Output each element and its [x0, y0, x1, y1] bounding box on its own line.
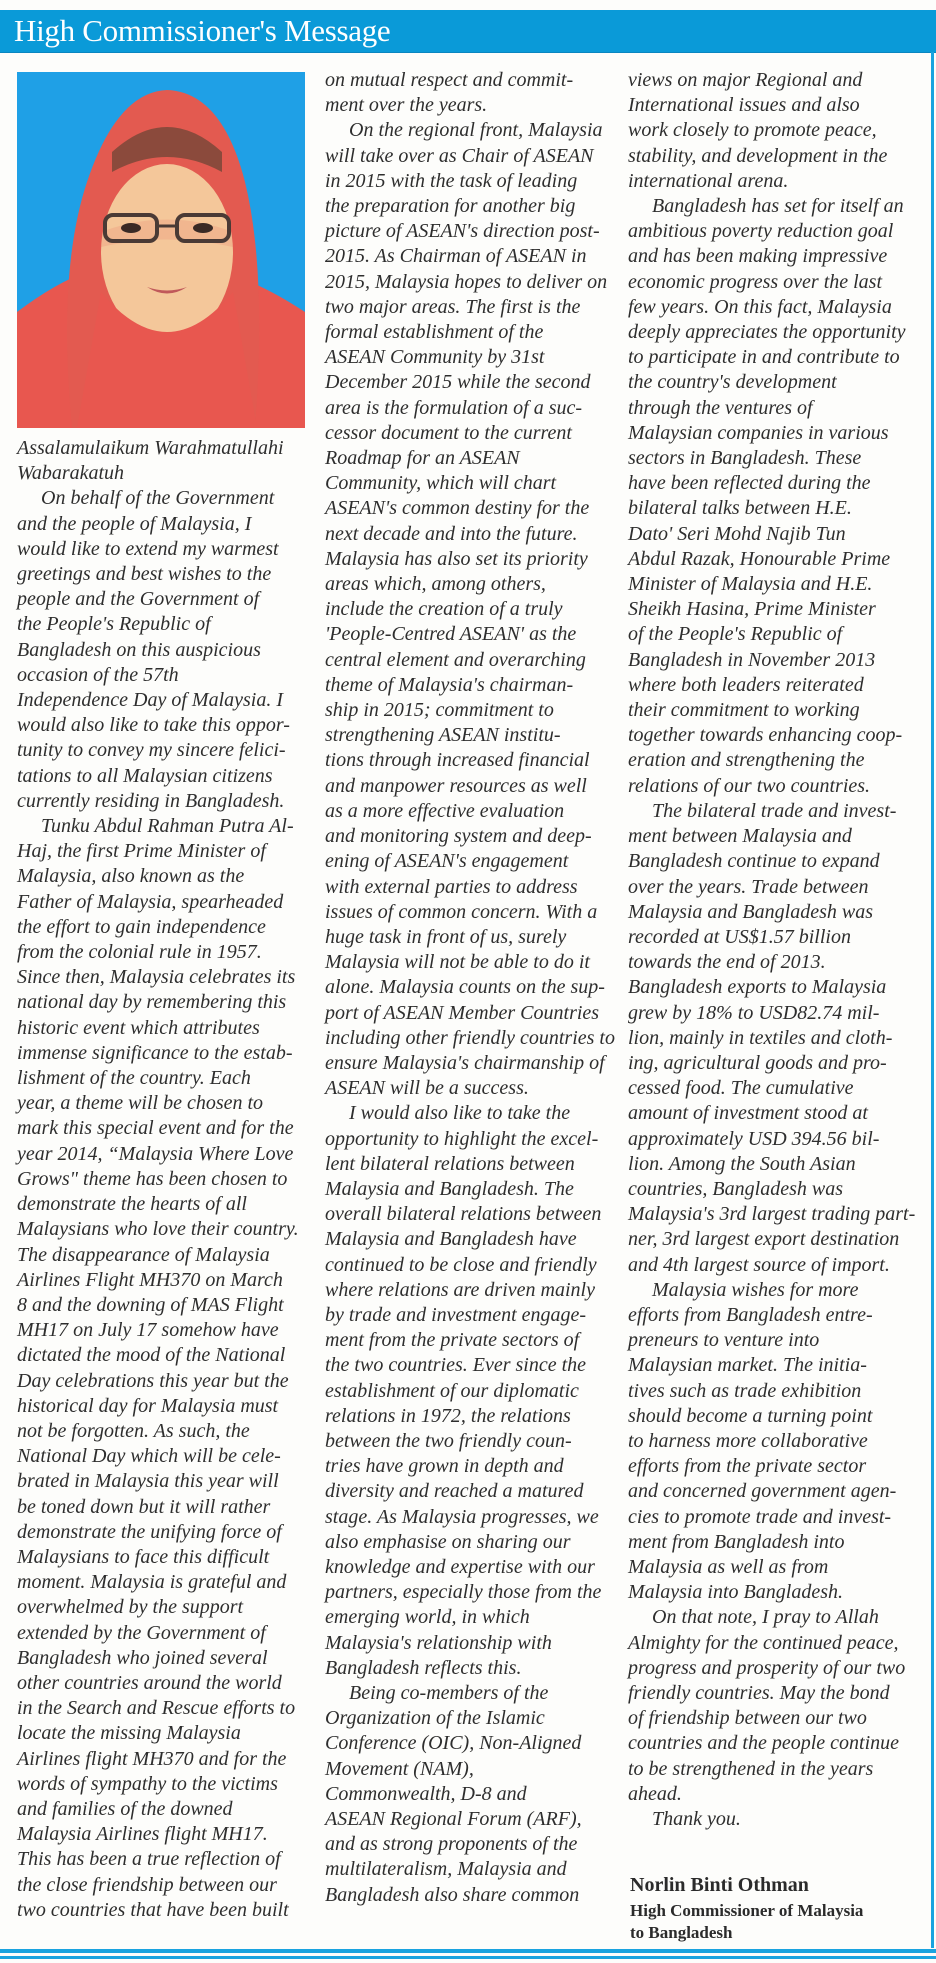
article-line: On that note, I pray to Allah — [652, 1606, 879, 1629]
article-line: the country's development — [628, 371, 837, 394]
article-line: Grows" theme has been chosen to — [17, 1167, 288, 1190]
article-line: bilateral talks between H.E. — [628, 497, 852, 520]
article-line: demonstrate the hearts of all — [17, 1193, 247, 1216]
article-line: in 2015 with the task of leading — [325, 169, 578, 192]
article-line: where relations are driven mainly — [325, 1278, 595, 1301]
article-column-1 — [17, 436, 309, 1923]
article-line: Malaysian market. The initia- — [628, 1354, 867, 1377]
article-line: Abdul Razak, Honourable Prime — [628, 547, 891, 570]
article-line: two countries that have been built — [17, 1898, 289, 1921]
article-line: work closely to promote peace, — [628, 119, 877, 142]
article-line: brated in Malaysia this year will — [17, 1470, 279, 1493]
article-line: 2015, Malaysia hopes to deliver on — [325, 270, 608, 293]
article-line: picture of ASEAN's direction post- — [325, 220, 600, 243]
article-line: Bangladesh also share common — [325, 1883, 580, 1906]
article-line: other countries around the world — [17, 1671, 282, 1694]
article-line: Airlines Flight MH370 on March — [17, 1268, 283, 1291]
article-line: greetings and best wishes to the — [17, 563, 272, 586]
article-line: Malaysia's 3rd largest trading part- — [628, 1203, 916, 1226]
article-line: amount of investment stood at — [628, 1102, 868, 1125]
article-line: ship in 2015; commitment to — [325, 699, 554, 722]
article-line: and as strong proponents of the — [325, 1833, 578, 1856]
article-line: and the people of Malaysia, I — [17, 512, 252, 535]
article-line: areas which, among others, — [325, 573, 546, 596]
article-line: knowledge and expertise with our — [325, 1555, 595, 1578]
article-line: people and the Government of — [17, 588, 260, 611]
article-line: Commonwealth, D-8 and — [325, 1782, 527, 1805]
article-line: This has been a true reflection of — [17, 1848, 281, 1871]
article-line: stage. As Malaysia progresses, we — [325, 1505, 599, 1528]
article-line: Bangladesh reflects this. — [325, 1656, 522, 1679]
article-line: to harness more collaborative — [628, 1429, 868, 1452]
article-line: from the colonial rule in 1957. — [17, 941, 262, 964]
article-line: Assalamulaikum Warahmatullahi — [17, 437, 284, 459]
article-line: overwhelmed by the support — [17, 1596, 244, 1619]
article-line: historical day for Malaysia must — [17, 1394, 279, 1417]
article-line: Bangladesh in November 2013 — [628, 648, 876, 671]
article-line: cies to promote trade and invest- — [628, 1505, 892, 1528]
portrait-image-icon — [17, 72, 305, 428]
article-line: partners, especially those from the — [325, 1581, 602, 1604]
article-line: 8 and the downing of MAS Flight — [17, 1293, 284, 1316]
article-line: over the years. Trade between — [628, 875, 869, 898]
article-line: Dato' Seri Mohd Najib Tun — [628, 522, 846, 545]
article-line: Malaysia and Bangladesh. The — [325, 1177, 574, 1200]
article-line: tions through increased financial — [325, 749, 590, 772]
article-line: I would also like to take the — [349, 1102, 571, 1125]
article-line: and monitoring system and deep- — [325, 825, 592, 848]
article-line: overall bilateral relations between — [325, 1203, 602, 1226]
article-column-2 — [325, 68, 620, 1908]
article-line: Malaysia into Bangladesh. — [628, 1581, 843, 1604]
article-line: Father of Malaysia, spearheaded — [17, 890, 284, 913]
article-line: Almighty for the continued peace, — [628, 1631, 899, 1654]
article-line: On behalf of the Government — [41, 487, 275, 510]
article-line: the preparation for another big — [325, 195, 576, 218]
article-line: two major areas. The first is the — [325, 295, 581, 318]
article-line: historic event which attributes — [17, 1016, 260, 1039]
article-line: area is the formulation of a suc- — [325, 396, 583, 419]
article-line: Being co-members of the — [349, 1682, 549, 1704]
article-line: ASEAN's common destiny for the — [325, 497, 590, 520]
article-line: Malaysia and Bangladesh was — [628, 900, 873, 923]
portrait-photo — [17, 72, 305, 428]
article-line: together towards enhancing coop- — [628, 724, 903, 747]
article-line: strengthening ASEAN institu- — [325, 724, 561, 747]
article-line: as a more effective evaluation — [325, 799, 565, 822]
article-line: Bangladesh continue to expand — [628, 850, 880, 873]
article-line: ment between Malaysia and — [628, 825, 852, 848]
article-line: and concerned government agen- — [628, 1480, 897, 1503]
article-line: theme of Malaysia's chairman- — [325, 673, 574, 696]
article-line: ment from Bangladesh into — [628, 1530, 845, 1553]
article-line: ensure Malaysia's chairmanship of — [325, 1051, 605, 1074]
article-line: December 2015 while the second — [325, 371, 591, 394]
article-line: Malaysia Airlines flight MH17. — [17, 1823, 268, 1846]
article-line: lion, mainly in textiles and cloth- — [628, 1026, 893, 1049]
article-line: between the two friendly coun- — [325, 1429, 572, 1452]
article-line: efforts from the private sector — [628, 1455, 867, 1478]
article-line: on mutual respect and commit- — [325, 69, 574, 91]
article-line: Community, which will chart — [325, 472, 557, 495]
article-line: International issues and also — [628, 94, 860, 117]
article-line: mark this special event and for the — [17, 1117, 294, 1140]
article-column-3 — [628, 68, 923, 1832]
article-line: issues of common concern. With a — [325, 900, 598, 923]
article-line: of the People's Republic of — [628, 623, 843, 646]
article-line: stability, and development in the — [628, 144, 888, 167]
article-line: ASEAN will be a success. — [325, 1077, 529, 1100]
article-line: Thank you. — [652, 1808, 741, 1831]
article-line: Movement (NAM), — [325, 1757, 474, 1780]
article-line: emerging world, in which — [325, 1606, 530, 1629]
article-line: tunity to convey my sincere felici- — [17, 739, 286, 762]
article-line: dictated the mood of the National — [17, 1344, 286, 1367]
signatory-title-line-1: High Commissioner of Malaysia — [630, 1901, 864, 1920]
article-line: and manpower resources as well — [325, 774, 587, 797]
article-line: Since then, Malaysia celebrates its — [17, 966, 296, 989]
article-line: will take over as Chair of ASEAN — [325, 144, 594, 167]
article-line: alone. Malaysia counts on the sup- — [325, 976, 605, 999]
article-line: ment from the private sectors of — [325, 1329, 580, 1352]
article-line: deeply appreciates the opportunity — [628, 321, 906, 344]
article-line: Malaysia's relationship with — [325, 1631, 552, 1654]
article-line: by trade and investment engage- — [325, 1303, 587, 1326]
article-line: Airlines flight MH370 and for the — [17, 1747, 287, 1770]
article-line: The disappearance of Malaysia — [17, 1243, 270, 1266]
article-line: diversity and reached a matured — [325, 1480, 584, 1503]
article-line: and has been making impressive — [628, 245, 888, 268]
article-line: central element and overarching — [325, 648, 586, 671]
article-line: ing, agricultural goods and pro- — [628, 1051, 887, 1074]
article-line: Malaysians to face this difficult — [17, 1545, 270, 1568]
article-line: lion. Among the South Asian — [628, 1152, 856, 1175]
article-line: be toned down but it will rather — [17, 1495, 271, 1518]
signatory-title-line-2: to Bangladesh — [630, 1923, 733, 1942]
article-line: Malaysian companies in various — [628, 421, 889, 444]
article-line: On the regional front, Malaysia — [349, 119, 603, 142]
article-line: currently residing in Bangladesh. — [17, 789, 285, 812]
article-line: Malaysia, also known as the — [17, 865, 245, 888]
article-line: tives such as trade exhibition — [628, 1379, 862, 1402]
article-line: Independence Day of Malaysia. I — [17, 689, 284, 712]
article-line: tations to all Malaysian citizens — [17, 764, 273, 787]
article-line: including other friendly countries to — [325, 1026, 615, 1049]
article-line: Malaysia will not be able to do it — [325, 951, 590, 974]
article-line: countries, Bangladesh was — [628, 1177, 843, 1200]
bottom-border-rule — [0, 1949, 936, 1953]
signatory-name: Norlin Binti Othman — [630, 1874, 809, 1896]
article-line: preneurs to venture into — [628, 1329, 820, 1352]
article-line: extended by the Government of — [17, 1621, 266, 1644]
article-line: establishment of our diplomatic — [325, 1379, 579, 1402]
article-line: huge task in front of us, surely — [325, 925, 567, 948]
article-line: approximately USD 394.56 bil- — [628, 1127, 880, 1150]
article-line: Bangladesh who joined several — [17, 1646, 268, 1669]
article-line: also emphasise on sharing our — [325, 1530, 571, 1553]
article-line: economic progress over the last — [628, 270, 883, 293]
article-line: Malaysia and Bangladesh have — [325, 1228, 577, 1251]
article-line: words of sympathy to the victims — [17, 1772, 278, 1795]
article-line: Malaysia wishes for more — [652, 1278, 859, 1301]
article-line: year, a theme will be chosen to — [17, 1092, 264, 1115]
article-line: with external parties to address — [325, 875, 578, 898]
article-line: ASEAN Community by 31st — [325, 346, 545, 369]
article-line: Malaysia as well as from — [628, 1555, 829, 1578]
article-line: and 4th largest source of import. — [628, 1253, 890, 1276]
article-line: ner, 3rd largest export destination — [628, 1228, 900, 1251]
article-line: 2015. As Chairman of ASEAN in — [325, 245, 587, 268]
article-line: Conference (OIC), Non-Aligned — [325, 1732, 582, 1755]
article-line: relations in 1972, the relations — [325, 1404, 571, 1427]
article-line: grew by 18% to USD82.74 mil- — [628, 1001, 880, 1024]
article-line: not be forgotten. As such, the — [17, 1419, 250, 1442]
article-line: MH17 on July 17 somehow have — [17, 1319, 279, 1342]
article-line: ASEAN Regional Forum (ARF), — [325, 1808, 582, 1831]
article-line: continued to be close and friendly — [325, 1253, 597, 1276]
article-line: would like to extend my warmest — [17, 537, 279, 560]
article-line: have been reflected during the — [628, 472, 871, 495]
article-line: immense significance to the estab- — [17, 1041, 293, 1064]
article-line: lishment of the country. Each — [17, 1067, 251, 1090]
article-line: cessor document to the current — [325, 421, 572, 444]
article-line: progress and prosperity of our two — [628, 1656, 906, 1679]
article-line: occasion of the 57th — [17, 663, 179, 686]
article-line: locate the missing Malaysia — [17, 1722, 241, 1745]
article-line: the People's Republic of — [17, 613, 211, 636]
article-line: and families of the downed — [17, 1797, 233, 1820]
article-line: to participate in and contribute to — [628, 346, 900, 369]
article-line: through the ventures of — [628, 396, 813, 419]
article-line: few years. On this fact, Malaysia — [628, 295, 892, 318]
article-line: national day by remembering this — [17, 991, 287, 1014]
article-line: sectors in Bangladesh. These — [628, 447, 862, 470]
article-line: of friendship between our two — [628, 1707, 867, 1730]
article-line: ening of ASEAN's engagement — [325, 850, 569, 873]
article-line: Malaysians who love their country. — [17, 1218, 299, 1241]
article-line: Haj, the first Prime Minister of — [17, 840, 266, 863]
bottom-border-rule-secondary — [0, 1956, 936, 1959]
article-line: formal establishment of the — [325, 321, 544, 344]
article-line: should become a turning point — [628, 1404, 873, 1427]
article-line: include the creation of a truly — [325, 598, 563, 621]
article-line: to be strengthened in the years — [628, 1757, 874, 1780]
article-line: ment over the years. — [325, 94, 488, 117]
article-line: Wabarakatuh — [17, 462, 125, 485]
article-line: ahead. — [628, 1782, 682, 1805]
article-line: recorded at US$1.57 billion — [628, 925, 851, 948]
article-line: where both leaders reiterated — [628, 673, 864, 696]
article-line: the effort to gain independence — [17, 915, 266, 938]
article-line: would also like to take this oppor- — [17, 714, 290, 737]
article-line: opportunity to highlight the excel- — [325, 1127, 599, 1150]
article-line: 'People-Centred ASEAN' as the — [325, 623, 577, 646]
article-line: eration and strengthening the — [628, 749, 865, 772]
article-line: Bangladesh has set for itself an — [652, 195, 904, 218]
article-line: Roadmap for an ASEAN — [325, 447, 520, 470]
article-line: towards the end of 2013. — [628, 951, 826, 974]
article-line: Sheikh Hasina, Prime Minister — [628, 598, 876, 621]
article-line: year 2014, “Malaysia Where Love — [17, 1142, 294, 1165]
article-line: National Day which will be cele- — [17, 1445, 281, 1468]
article-line: Tunku Abdul Rahman Putra Al- — [41, 815, 294, 838]
article-line: views on major Regional and — [628, 69, 863, 91]
right-border-rule — [931, 52, 934, 1948]
article-line: friendly countries. May the bond — [628, 1682, 890, 1704]
article-line: the two countries. Ever since the — [325, 1354, 587, 1377]
section-header — [0, 10, 936, 53]
signatory-title — [630, 1900, 863, 1944]
article-line: multilateralism, Malaysia and — [325, 1858, 567, 1881]
article-line: countries and the people continue — [628, 1732, 900, 1755]
article-line: Malaysia has also set its priority — [325, 547, 588, 570]
article-line: tries have grown in depth and — [325, 1455, 564, 1478]
article-line: Bangladesh on this auspicious — [17, 638, 261, 661]
article-line: moment. Malaysia is grateful and — [17, 1571, 287, 1594]
article-line: efforts from Bangladesh entre- — [628, 1303, 873, 1326]
article-line: Organization of the Islamic — [325, 1707, 545, 1730]
article-line: lent bilateral relations between — [325, 1152, 575, 1175]
article-line: The bilateral trade and invest- — [652, 799, 897, 822]
article-line: demonstrate the unifying force of — [17, 1520, 282, 1543]
article-line: international arena. — [628, 169, 789, 192]
page-title: High Commissioner's Message — [14, 13, 391, 48]
article-line: cessed food. The cumulative — [628, 1077, 854, 1100]
article-line: Minister of Malaysia and H.E. — [628, 573, 873, 596]
article-line: relations of our two countries. — [628, 774, 871, 797]
article-line: Day celebrations this year but the — [17, 1369, 289, 1392]
article-line: the close friendship between our — [17, 1873, 277, 1896]
article-line: next decade and into the future. — [325, 522, 578, 545]
article-line: Bangladesh exports to Malaysia — [628, 976, 887, 999]
article-line: their commitment to working — [628, 699, 860, 722]
article-line: in the Search and Rescue efforts to — [17, 1697, 296, 1720]
article-line: ambitious poverty reduction goal — [628, 220, 894, 243]
article-line: port of ASEAN Member Countries — [325, 1001, 600, 1024]
